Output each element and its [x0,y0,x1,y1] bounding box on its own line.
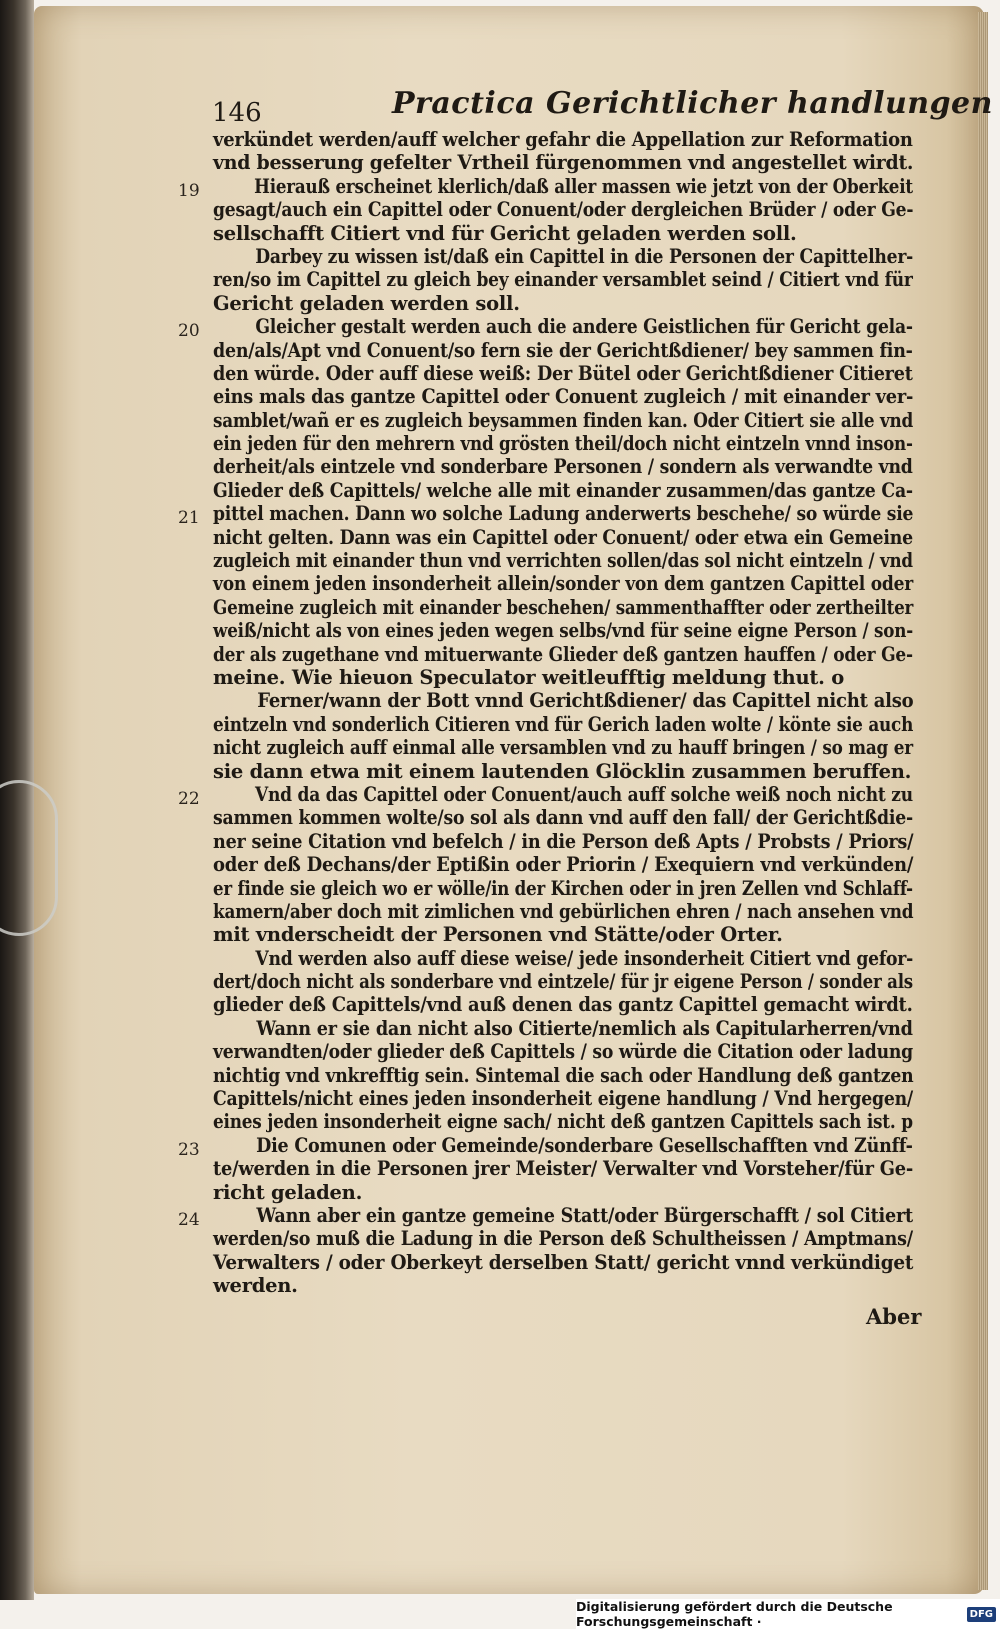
text-line: werden/so muß die Ladung in die Person deß Schultheissen / Amptmans/ [213,1227,913,1251]
text-line: weiß/nicht als von eines jeden wegen selbs/vnd für seine eigne Person / son- [213,619,913,643]
text-line: eintzeln vnd sonderlich Citieren vnd für Gerich laden wolte / könte sie auch [213,712,914,736]
text-line: Die Comunen oder Gemeinde/sonderbare Gesellschafften vnd Zünff- [256,1133,913,1157]
text-line: verkündet werden/auff welcher gefahr die Appellation zur Reformation [213,128,913,151]
text-line: Verwalters / oder Oberkeyt derselben Statt/ gericht vnnd verkündiget [213,1250,914,1274]
text-line: meine. Wie hieuon Speculator weitleufftig meldung thut. o [213,665,844,689]
text-line: zugleich mit einander thun vnd verrichten sollen/das sol nicht eintzeln / vnd [213,549,913,573]
text-line: der als zugethane vnd mituerwante Glieder deß gantzen hauffen / oder Ge- [213,642,913,666]
text-line: Vnd da das Capittel oder Conuent/auch auff solche weiß noch nicht zu [254,782,913,806]
text-line: Hierauß erscheinet klerlich/daß aller massen wie jetzt von der Oberkeit [254,174,913,198]
margin-number: 19 [178,180,200,201]
text-line: derheit/als eintzele vnd sonderbare Personen / sondern als verwandte vnd [213,455,913,479]
text-line: Ferner/wann der Bott vnnd Gerichtßdiener/ das Capittel nicht also [257,689,914,713]
text-line: pittel machen. Dann wo solche Ladung anderwerts beschehe/ so würde sie [213,502,914,526]
text-line: verwandten/oder glieder deß Capittels / so würde die Citation oder ladung [213,1040,913,1064]
text-line: te/werden in die Personen jrer Meister/ Verwalter vnd Vorsteher/für Ge- [213,1157,913,1181]
text-line: nichtig vnd vnkrefftig sein. Sintemal die sach oder Handlung deß gantzen [213,1063,914,1087]
margin-number: 21 [178,508,200,529]
footer-credit: Digitalisierung gefördert durch die Deutsche Forschungsgemeinschaft · [576,1599,893,1629]
text-line: richt geladen. [213,1180,363,1204]
text-line: eins mals das gantze Capittel oder Conuent zugleich / mit einander ver- [213,385,914,409]
margin-number: 23 [178,1140,200,1161]
text-line: nicht gelten. Dann was ein Capittel oder Conuent/ oder etwa ein Gemeine [213,525,913,549]
margin-number: 22 [178,789,200,810]
text-line: Darbey zu wissen ist/daß ein Capittel in die Personen der Capittelher- [255,244,914,268]
text-line: den würde. Oder auff diese weiß: Der Bütel oder Gerichtßdiener Citieret [213,361,913,385]
margin-number: 24 [178,1210,200,1231]
text-line: oder deß Dechans/der Eptißin oder Priorin / Exequiern vnd verkünden/ [213,853,914,877]
thumb-ring-artifact [0,780,58,936]
body-text [213,128,913,1298]
text-line: von einem jeden insonderheit allein/sonder von dem gantzen Capittel oder [213,572,914,596]
text-line: den/als/Apt vnd Conuent/so fern sie der Gerichtßdiener/ bey sammen fin- [213,338,913,362]
text-line: samblet/wañ er es zugleich beysammen finden kan. Oder Citiert sie alle vnd [213,408,914,432]
text-line: ner seine Citation vnd befelch / in die Person deß Apts / Probsts / Priors/ [213,829,914,853]
text-line: sellschafft Citiert vnd für Gericht geladen werden soll. [213,221,797,245]
text-line: vnd besserung gefelter Vrtheil fürgenommen vnd angestellet wirdt. [213,151,914,175]
text-line: sie dann etwa mit einem lautenden Glöcklin zusammen beruffen. [213,759,912,783]
catchword: Aber [866,1304,922,1329]
text-line: sammen kommen wolte/so sol als dann vnd auff den fall/ der Gerichtßdie- [213,806,913,830]
text-line: eines jeden insonderheit eigne sach/ nicht deß gantzen Capittels sach ist. p [213,1110,913,1134]
text-line: Gericht geladen werden soll. [213,291,520,315]
text-line: kamern/aber doch mit zimlichen vnd gebürlichen ehren / nach ansehen vnd [213,899,914,923]
text-line: er finde sie gleich wo er wölle/in der Kirchen oder in jren Zellen vnd Schlaff- [213,876,913,900]
running-head: Practica Gerichtlicher handlungen [392,86,993,121]
text-line: mit vnderscheidt der Personen vnd Stätte/oder Orter. [213,923,783,947]
digitization-footer [576,1599,1000,1629]
margin-number: 20 [178,321,200,342]
page-edges [978,12,988,1590]
dfg-logo: DFG [967,1607,996,1622]
text-line: ren/so im Capittel zu gleich bey einander versamblet seind / Citiert vnd für [213,268,913,292]
text-line: nicht zugleich auff einmal alle versamblen vnd zu hauff bringen / so mag er [213,736,913,760]
text-line: Wann er sie dan nicht also Citierte/nemlich als Capitularherren/vnd [256,1016,913,1040]
text-line: ein jeden für den mehrern vnd grösten theil/doch nicht eintzeln vnnd inson- [213,432,913,456]
text-line: dert/doch nicht als sonderbare vnd eintzele/ für jr eigene Person / sonder als [213,970,913,994]
text-line: Vnd werden also auff diese weise/ jede insonderheit Citiert vnd gefor- [255,946,914,970]
text-line: Gleicher gestalt werden auch die andere Geistlichen für Gericht gela- [255,315,913,339]
text-line: Capittels/nicht eines jeden insonderheit eigene handlung / Vnd hergegen/ [213,1087,914,1111]
text-line: Wann aber ein gantze gemeine Statt/oder Bürgerschafft / sol Citiert [256,1203,913,1227]
text-line: glieder deß Capittels/vnd auß denen das gantz Capittel gemacht wirdt. [213,993,913,1017]
text-line: werden. [213,1274,298,1298]
text-line: gesagt/auch ein Capittel oder Conuent/oder dergleichen Brüder / oder Ge- [213,198,914,222]
text-line: Gemeine zugleich mit einander beschehen/ sammenthaffter oder zertheilter [213,595,914,619]
page-number: 146 [212,98,262,128]
text-line: Glieder deß Capittels/ welche alle mit einander zusammen/das gantze Ca- [213,478,913,502]
